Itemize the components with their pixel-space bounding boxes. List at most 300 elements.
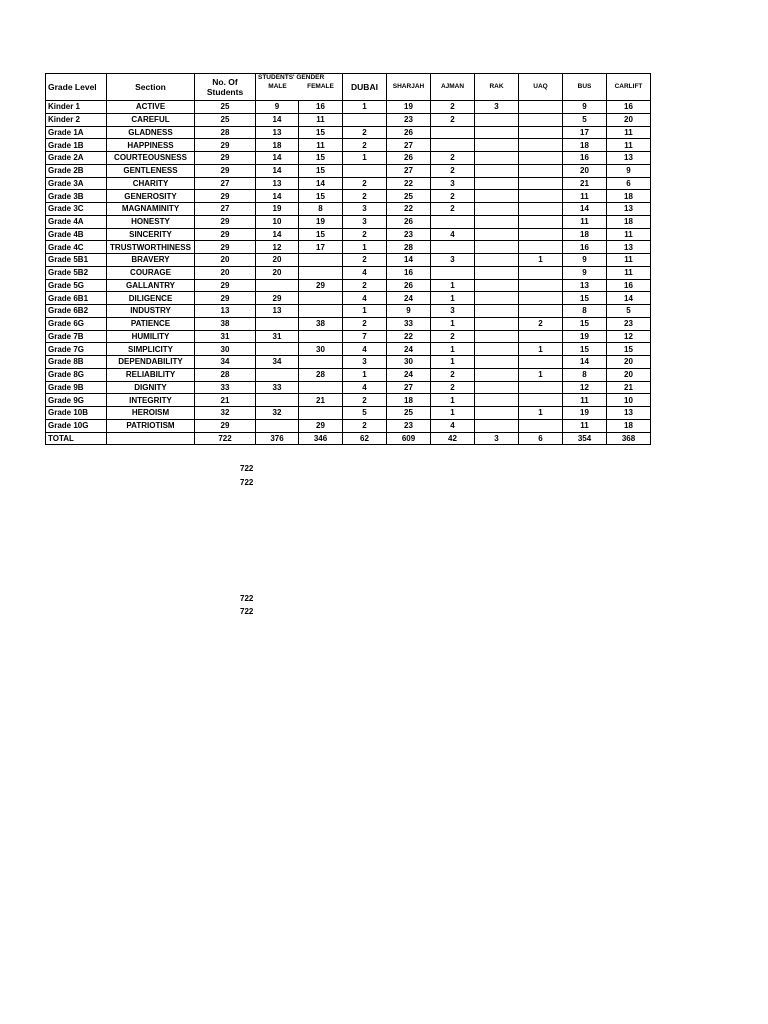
cell-rak — [475, 356, 519, 369]
cell-carlift: 11 — [607, 126, 651, 139]
cell-male: 14 — [256, 190, 299, 203]
cell-carlift: 20 — [607, 113, 651, 126]
cell-carlift: 13 — [607, 203, 651, 216]
table-row — [46, 394, 651, 407]
cell-male: 32 — [256, 407, 299, 420]
cell-no-of-students: 33 — [195, 381, 256, 394]
cell-no-of-students: 25 — [195, 113, 256, 126]
cell-ajman: 1 — [431, 394, 475, 407]
cell-sharjah: 26 — [387, 215, 431, 228]
table-row — [46, 381, 651, 394]
cell-bus: 11 — [563, 190, 607, 203]
table-row — [46, 266, 651, 279]
table-row — [46, 152, 651, 165]
cell-sharjah: 30 — [387, 356, 431, 369]
cell-no-of-students: 29 — [195, 215, 256, 228]
cell-dubai: 3 — [343, 215, 387, 228]
cell-female: 29 — [299, 419, 343, 432]
cell-bus: 354 — [563, 432, 607, 445]
cell-male: 376 — [256, 432, 299, 445]
cell-dubai: 62 — [343, 432, 387, 445]
cell-uaq — [519, 190, 563, 203]
cell-carlift: 10 — [607, 394, 651, 407]
cell-uaq: 2 — [519, 317, 563, 330]
cell-ajman: 3 — [431, 305, 475, 318]
cell-ajman: 2 — [431, 101, 475, 114]
cell-grade-level: Grade 3C — [46, 203, 107, 216]
cell-carlift: 15 — [607, 343, 651, 356]
cell-sharjah: 22 — [387, 177, 431, 190]
cell-uaq: 1 — [519, 368, 563, 381]
cell-uaq — [519, 139, 563, 152]
cell-sharjah: 24 — [387, 368, 431, 381]
cell-sharjah: 24 — [387, 343, 431, 356]
cell-bus: 11 — [563, 419, 607, 432]
cell-sharjah: 22 — [387, 203, 431, 216]
cell-grade-level: Grade 6G — [46, 317, 107, 330]
cell-dubai: 5 — [343, 407, 387, 420]
cell-ajman: 3 — [431, 254, 475, 267]
cell-grade-level: Grade 9G — [46, 394, 107, 407]
cell-ajman: 1 — [431, 343, 475, 356]
cell-male — [256, 279, 299, 292]
cell-bus: 12 — [563, 381, 607, 394]
cell-no-of-students: 28 — [195, 368, 256, 381]
cell-female: 15 — [299, 126, 343, 139]
cell-female: 11 — [299, 139, 343, 152]
cell-male: 13 — [256, 305, 299, 318]
cell-section: TRUSTWORTHINESS — [107, 241, 195, 254]
cell-sharjah: 609 — [387, 432, 431, 445]
cell-grade-level: Grade 3B — [46, 190, 107, 203]
cell-bus: 16 — [563, 152, 607, 165]
cell-carlift: 16 — [607, 279, 651, 292]
cell-section: CAREFUL — [107, 113, 195, 126]
cell-section: DILIGENCE — [107, 292, 195, 305]
table-row — [46, 203, 651, 216]
cell-ajman: 1 — [431, 356, 475, 369]
header-female: FEMALE — [307, 83, 334, 90]
cell-grade-level: Grade 4A — [46, 215, 107, 228]
cell-section: COURTEOUSNESS — [107, 152, 195, 165]
cell-female: 19 — [299, 215, 343, 228]
cell-no-of-students: 38 — [195, 317, 256, 330]
cell-no-of-students: 13 — [195, 305, 256, 318]
cell-no-of-students: 31 — [195, 330, 256, 343]
cell-dubai: 4 — [343, 292, 387, 305]
cell-sharjah: 33 — [387, 317, 431, 330]
table-row — [46, 330, 651, 343]
cell-grade-level: Kinder 2 — [46, 113, 107, 126]
cell-rak — [475, 190, 519, 203]
cell-male — [256, 317, 299, 330]
header-bus: BUS — [563, 74, 607, 101]
cell-dubai: 2 — [343, 126, 387, 139]
cell-uaq: 1 — [519, 343, 563, 356]
cell-male: 20 — [256, 254, 299, 267]
cell-grade-level: Grade 8B — [46, 356, 107, 369]
header-gender-group: STUDENTS' GENDER — [258, 74, 325, 81]
cell-ajman: 1 — [431, 279, 475, 292]
cell-section: PATRIOTISM — [107, 419, 195, 432]
cell-ajman: 2 — [431, 368, 475, 381]
cell-rak — [475, 266, 519, 279]
cell-grade-level: Grade 2B — [46, 164, 107, 177]
cell-bus: 14 — [563, 203, 607, 216]
cell-section: BRAVERY — [107, 254, 195, 267]
cell-rak — [475, 254, 519, 267]
cell-no-of-students: 29 — [195, 190, 256, 203]
cell-carlift: 14 — [607, 292, 651, 305]
cell-carlift: 11 — [607, 228, 651, 241]
cell-section — [107, 432, 195, 445]
cell-sharjah: 25 — [387, 190, 431, 203]
cell-section: HEROISM — [107, 407, 195, 420]
cell-section: HUMILITY — [107, 330, 195, 343]
cell-section: PATIENCE — [107, 317, 195, 330]
cell-male — [256, 368, 299, 381]
cell-male: 20 — [256, 266, 299, 279]
table-row — [46, 164, 651, 177]
table-row — [46, 126, 651, 139]
cell-carlift: 5 — [607, 305, 651, 318]
note-value: 722 — [240, 607, 254, 616]
cell-section: GALLANTRY — [107, 279, 195, 292]
cell-ajman: 2 — [431, 381, 475, 394]
cell-uaq — [519, 126, 563, 139]
cell-bus: 5 — [563, 113, 607, 126]
cell-dubai: 3 — [343, 356, 387, 369]
note-value: 722 — [240, 478, 254, 487]
cell-uaq — [519, 177, 563, 190]
table-row — [46, 215, 651, 228]
cell-male: 13 — [256, 126, 299, 139]
cell-male: 10 — [256, 215, 299, 228]
cell-no-of-students: 34 — [195, 356, 256, 369]
cell-male: 19 — [256, 203, 299, 216]
cell-female: 8 — [299, 203, 343, 216]
cell-female — [299, 381, 343, 394]
cell-no-of-students: 21 — [195, 394, 256, 407]
cell-dubai: 1 — [343, 152, 387, 165]
cell-ajman: 1 — [431, 292, 475, 305]
cell-bus: 9 — [563, 266, 607, 279]
cell-grade-level: Grade 6B2 — [46, 305, 107, 318]
cell-grade-level: Grade 8G — [46, 368, 107, 381]
cell-section: SIMPLICITY — [107, 343, 195, 356]
cell-carlift: 13 — [607, 152, 651, 165]
table-row — [46, 254, 651, 267]
cell-rak: 3 — [475, 101, 519, 114]
cell-bus: 13 — [563, 279, 607, 292]
cell-grade-level: Grade 9B — [46, 381, 107, 394]
header-students-gender — [256, 74, 343, 101]
cell-uaq — [519, 164, 563, 177]
cell-female: 15 — [299, 228, 343, 241]
total-row — [46, 432, 651, 445]
cell-male: 31 — [256, 330, 299, 343]
header-rak: RAK — [475, 74, 519, 101]
cell-carlift: 18 — [607, 215, 651, 228]
cell-dubai: 2 — [343, 254, 387, 267]
cell-no-of-students: 29 — [195, 419, 256, 432]
cell-section: MAGNAMINITY — [107, 203, 195, 216]
cell-ajman: 42 — [431, 432, 475, 445]
header-section: Section — [107, 74, 195, 101]
table-body — [46, 101, 651, 445]
cell-female: 14 — [299, 177, 343, 190]
student-distribution-table — [45, 73, 651, 445]
cell-male — [256, 419, 299, 432]
cell-uaq — [519, 101, 563, 114]
cell-grade-level: Grade 7G — [46, 343, 107, 356]
cell-grade-level: Grade 7B — [46, 330, 107, 343]
cell-dubai: 1 — [343, 241, 387, 254]
cell-uaq — [519, 215, 563, 228]
cell-rak — [475, 241, 519, 254]
cell-ajman — [431, 215, 475, 228]
table-row — [46, 228, 651, 241]
cell-section: DIGNITY — [107, 381, 195, 394]
cell-carlift: 18 — [607, 190, 651, 203]
cell-rak — [475, 113, 519, 126]
cell-no-of-students: 30 — [195, 343, 256, 356]
cell-uaq — [519, 152, 563, 165]
cell-ajman: 2 — [431, 164, 475, 177]
cell-ajman: 2 — [431, 113, 475, 126]
cell-carlift: 21 — [607, 381, 651, 394]
cell-sharjah: 9 — [387, 305, 431, 318]
cell-ajman: 1 — [431, 407, 475, 420]
table-row — [46, 113, 651, 126]
cell-grade-level: Grade 5B1 — [46, 254, 107, 267]
cell-rak — [475, 330, 519, 343]
cell-carlift: 368 — [607, 432, 651, 445]
cell-grade-level: Grade 1B — [46, 139, 107, 152]
cell-carlift: 16 — [607, 101, 651, 114]
header-carlift: CARLIFT — [607, 74, 651, 101]
cell-section: INTEGRITY — [107, 394, 195, 407]
cell-uaq — [519, 381, 563, 394]
cell-no-of-students: 28 — [195, 126, 256, 139]
cell-section: HONESTY — [107, 215, 195, 228]
cell-sharjah: 22 — [387, 330, 431, 343]
cell-no-of-students: 29 — [195, 152, 256, 165]
cell-no-of-students: 27 — [195, 177, 256, 190]
cell-uaq — [519, 419, 563, 432]
cell-grade-level: Grade 1A — [46, 126, 107, 139]
cell-dubai: 4 — [343, 343, 387, 356]
cell-rak — [475, 394, 519, 407]
table-row — [46, 305, 651, 318]
cell-dubai: 1 — [343, 305, 387, 318]
cell-dubai — [343, 113, 387, 126]
table-row — [46, 368, 651, 381]
cell-sharjah: 23 — [387, 228, 431, 241]
cell-no-of-students: 20 — [195, 254, 256, 267]
cell-dubai: 2 — [343, 177, 387, 190]
cell-carlift: 18 — [607, 419, 651, 432]
cell-dubai: 2 — [343, 190, 387, 203]
cell-uaq: 6 — [519, 432, 563, 445]
cell-ajman — [431, 126, 475, 139]
cell-uaq — [519, 228, 563, 241]
table-row — [46, 292, 651, 305]
cell-section: GENEROSITY — [107, 190, 195, 203]
cell-sharjah: 27 — [387, 164, 431, 177]
cell-rak — [475, 292, 519, 305]
cell-male: 14 — [256, 113, 299, 126]
cell-grade-level: Grade 2A — [46, 152, 107, 165]
cell-no-of-students: 29 — [195, 292, 256, 305]
cell-ajman: 2 — [431, 330, 475, 343]
cell-no-of-students: 29 — [195, 164, 256, 177]
table-row — [46, 407, 651, 420]
cell-bus: 18 — [563, 139, 607, 152]
cell-carlift: 11 — [607, 266, 651, 279]
cell-rak — [475, 228, 519, 241]
header-ajman: AJMAN — [431, 74, 475, 101]
cell-rak — [475, 152, 519, 165]
cell-male — [256, 394, 299, 407]
table-row — [46, 101, 651, 114]
cell-rak — [475, 215, 519, 228]
cell-female: 346 — [299, 432, 343, 445]
cell-grade-level: Grade 10G — [46, 419, 107, 432]
cell-ajman: 2 — [431, 152, 475, 165]
cell-carlift: 11 — [607, 139, 651, 152]
cell-rak — [475, 368, 519, 381]
cell-bus: 21 — [563, 177, 607, 190]
cell-male: 9 — [256, 101, 299, 114]
cell-rak — [475, 419, 519, 432]
cell-bus: 8 — [563, 305, 607, 318]
cell-sharjah: 18 — [387, 394, 431, 407]
cell-female: 29 — [299, 279, 343, 292]
cell-bus: 19 — [563, 330, 607, 343]
cell-uaq — [519, 394, 563, 407]
cell-no-of-students: 27 — [195, 203, 256, 216]
cell-bus: 15 — [563, 317, 607, 330]
cell-male: 29 — [256, 292, 299, 305]
cell-ajman: 4 — [431, 419, 475, 432]
cell-uaq — [519, 279, 563, 292]
cell-no-of-students: 29 — [195, 279, 256, 292]
cell-sharjah: 23 — [387, 419, 431, 432]
cell-section: GENTLENESS — [107, 164, 195, 177]
cell-no-of-students: 25 — [195, 101, 256, 114]
cell-sharjah: 27 — [387, 381, 431, 394]
cell-uaq — [519, 203, 563, 216]
cell-section: HAPPINESS — [107, 139, 195, 152]
cell-male: 14 — [256, 164, 299, 177]
cell-bus: 11 — [563, 215, 607, 228]
cell-uaq — [519, 292, 563, 305]
cell-carlift: 12 — [607, 330, 651, 343]
header-uaq: UAQ — [519, 74, 563, 101]
cell-bus: 8 — [563, 368, 607, 381]
cell-ajman: 2 — [431, 190, 475, 203]
cell-section: DEPENDABILITY — [107, 356, 195, 369]
cell-uaq — [519, 330, 563, 343]
cell-bus: 9 — [563, 101, 607, 114]
cell-sharjah: 26 — [387, 152, 431, 165]
cell-uaq — [519, 241, 563, 254]
cell-no-of-students: 29 — [195, 139, 256, 152]
cell-female — [299, 254, 343, 267]
cell-section: COURAGE — [107, 266, 195, 279]
cell-female: 17 — [299, 241, 343, 254]
cell-female: 16 — [299, 101, 343, 114]
cell-uaq: 1 — [519, 254, 563, 267]
cell-dubai: 1 — [343, 101, 387, 114]
cell-dubai: 7 — [343, 330, 387, 343]
cell-carlift: 9 — [607, 164, 651, 177]
table-row — [46, 190, 651, 203]
cell-no-of-students: 32 — [195, 407, 256, 420]
cell-bus: 15 — [563, 343, 607, 356]
cell-uaq — [519, 356, 563, 369]
cell-bus: 20 — [563, 164, 607, 177]
cell-female: 38 — [299, 317, 343, 330]
cell-no-of-students: 722 — [195, 432, 256, 445]
cell-dubai: 1 — [343, 368, 387, 381]
cell-female: 30 — [299, 343, 343, 356]
note-value: 722 — [240, 464, 254, 473]
cell-male: 14 — [256, 228, 299, 241]
cell-rak — [475, 164, 519, 177]
cell-ajman: 2 — [431, 203, 475, 216]
cell-carlift: 13 — [607, 407, 651, 420]
cell-ajman: 1 — [431, 317, 475, 330]
table-row — [46, 139, 651, 152]
cell-ajman — [431, 139, 475, 152]
cell-female: 15 — [299, 190, 343, 203]
cell-grade-level: Grade 4B — [46, 228, 107, 241]
cell-rak — [475, 203, 519, 216]
cell-rak — [475, 381, 519, 394]
cell-section: RELIABILITY — [107, 368, 195, 381]
cell-female — [299, 330, 343, 343]
cell-female — [299, 407, 343, 420]
cell-section: SINCERITY — [107, 228, 195, 241]
cell-rak — [475, 139, 519, 152]
cell-carlift: 23 — [607, 317, 651, 330]
cell-carlift: 20 — [607, 356, 651, 369]
cell-carlift: 20 — [607, 368, 651, 381]
cell-ajman: 4 — [431, 228, 475, 241]
cell-male: 13 — [256, 177, 299, 190]
header-dubai: DUBAI — [343, 74, 387, 101]
cell-grade-level: Grade 3A — [46, 177, 107, 190]
cell-female: 11 — [299, 113, 343, 126]
cell-dubai: 2 — [343, 279, 387, 292]
cell-rak: 3 — [475, 432, 519, 445]
cell-sharjah: 16 — [387, 266, 431, 279]
cell-section: INDUSTRY — [107, 305, 195, 318]
cell-rak — [475, 343, 519, 356]
cell-ajman — [431, 241, 475, 254]
cell-female: 15 — [299, 164, 343, 177]
cell-bus: 9 — [563, 254, 607, 267]
cell-bus: 18 — [563, 228, 607, 241]
cell-sharjah: 23 — [387, 113, 431, 126]
cell-female — [299, 266, 343, 279]
cell-dubai: 2 — [343, 394, 387, 407]
cell-carlift: 6 — [607, 177, 651, 190]
table-row — [46, 317, 651, 330]
cell-bus: 11 — [563, 394, 607, 407]
